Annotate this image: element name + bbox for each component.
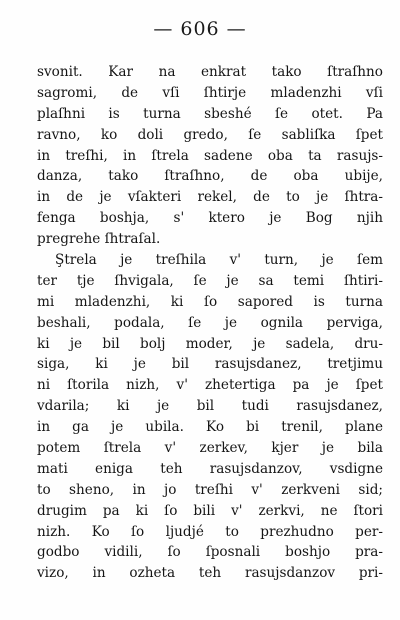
text-line: mi mladenzhi, ki ſo sapored is turna — [37, 293, 383, 310]
text-line: ter tje ſhvigala, ſe je sa temi ſhtiri- — [37, 272, 383, 289]
text-line: siga, ki je bil rasujsdanez, tretjimu — [37, 356, 383, 373]
text-line: svonit. Kar na enkrat tako ſtraſhno — [37, 64, 383, 80]
page-number-header: — 606 — — [153, 18, 247, 40]
text-line: in ga je ubila. Ko bi trenil, plane — [37, 419, 383, 436]
text-line: vdarila; ki je bil tudi rasujsdanez, — [37, 398, 383, 415]
text-line: godbo vidili, ſo ſposnali boshjo pra- — [37, 544, 383, 561]
text-line: pregrehe ſhtraſal. — [37, 231, 161, 248]
text-line: ni ſtorila nizh, v' zhetertiga pa je ſpet — [37, 377, 383, 394]
text-line: danza, tako ſtraſhno, de oba ubije, — [37, 168, 383, 185]
text-line: sagromi, de vſi ſhtirje mladenzhi vſi — [37, 84, 383, 101]
text-line: ravno, ko doli gredo, ſe sabliſka ſpet — [37, 126, 383, 143]
page-body-text — [37, 62, 383, 584]
text-line: nizh. Ko ſo ljudjé to prezhudno per- — [37, 523, 383, 540]
text-line: fenga boshja, s' ktero je Bog njih — [37, 210, 383, 227]
text-line: vizo, in ozheta teh rasujsdanzov pri- — [37, 565, 383, 582]
text-line: plaſhni is turna sbeshé ſe otet. Pa — [37, 105, 383, 122]
text-line: drugim pa ki ſo bili v' zerkvi, ne ſtori — [37, 502, 383, 519]
text-line: to sheno, in jo treſhi v' zerkveni sid; — [37, 481, 383, 498]
text-line: ki je bil bolj moder, je sadela, dru- — [37, 335, 383, 352]
text-line: in de je vſakteri rekel, de to je ſhtra- — [37, 189, 383, 206]
text-line: beshali, podala, ſe je ognila perviga, — [37, 314, 383, 331]
text-line: in treſhi, in ſtrela sadene oba ta rasujs- — [37, 147, 383, 164]
text-line: mati eniga teh rasujsdanzov, vsdigne — [37, 460, 383, 477]
text-line: Ştrela je treſhila v' turn, je ſem — [55, 252, 383, 269]
text-line: potem ſtrela v' zerkev, kjer je bila — [37, 440, 383, 457]
